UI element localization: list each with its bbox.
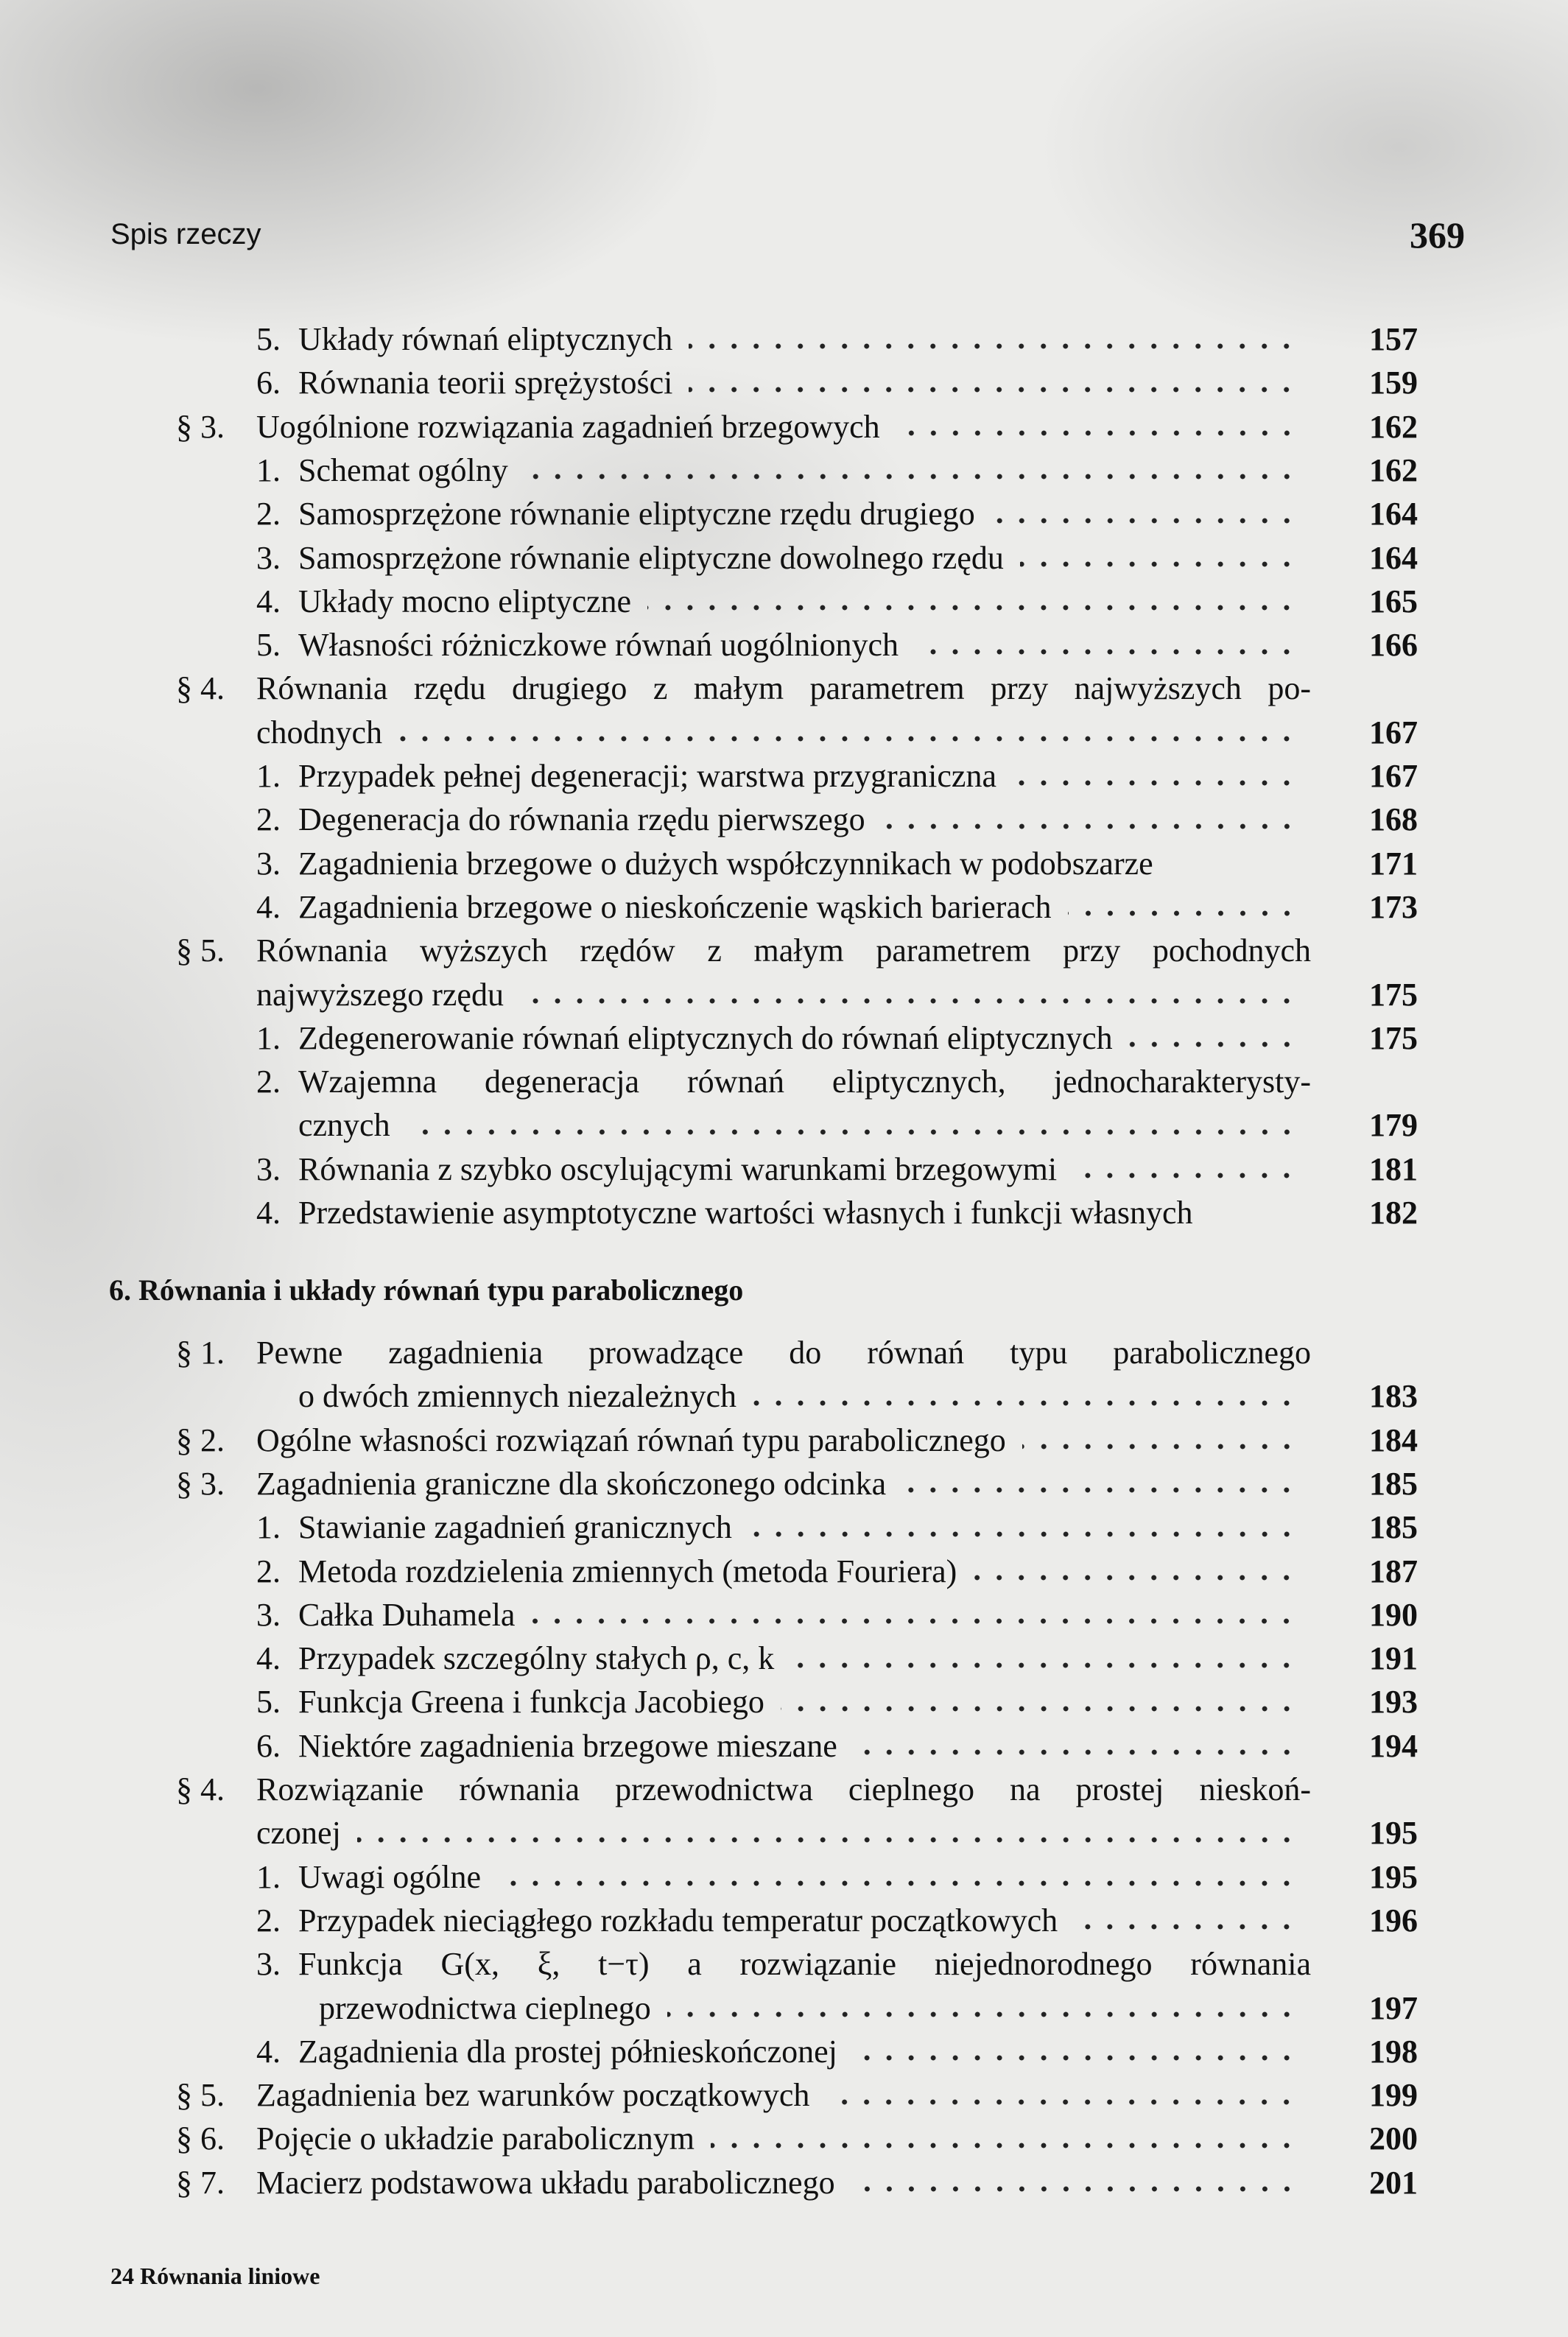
page-ref: 200 (1369, 2120, 1418, 2157)
page-ref: 179 (1369, 1107, 1418, 1144)
page-ref: 167 (1369, 714, 1418, 751)
entry-title: Uogólnione rozwiązania zagadnień brzegowych (256, 408, 880, 445)
page-ref: 199 (1369, 2077, 1418, 2114)
running-header-title: Spis rzeczy (110, 218, 261, 250)
page-ref: 162 (1369, 451, 1418, 488)
entry-title: Zagadnienia dla prostej półnieskończonej (298, 2033, 837, 2070)
page-ref: 194 (1369, 1727, 1418, 1764)
entry-title: Rozwiązanie równania przewodnictwa cieplnego na prostej nieskoń- (256, 1771, 1311, 1807)
entry-title: Równania teorii sprężystości (298, 365, 673, 401)
item-number: 1. (256, 1509, 281, 1546)
dot-leader (826, 2098, 1298, 2106)
toc-item-line (0, 580, 1568, 623)
dot-leader (915, 648, 1298, 656)
entry-title: Uwagi ogólne (298, 1858, 482, 1895)
page-ref: 167 (1369, 758, 1418, 794)
item-number: 3. (256, 1946, 281, 1983)
item-number: 2. (256, 1064, 281, 1100)
page-ref: 175 (1369, 976, 1418, 1013)
page-ref: 175 (1369, 1019, 1418, 1056)
entry-title: Macierz podstawowa układu parabolicznego (256, 2164, 835, 2201)
dot-leader (882, 823, 1298, 830)
toc-item-line (0, 1680, 1568, 1723)
toc-item-line (0, 623, 1568, 667)
section-number: § 5. (176, 932, 225, 969)
page-ref: 164 (1369, 539, 1418, 576)
entry-title: Ogólne własności rozwiązań równań typu parabolicznego (256, 1421, 1006, 1458)
entry-title: najwyższego rzędu (256, 976, 504, 1013)
dot-leader (790, 1662, 1298, 1669)
toc-section-line (0, 973, 1568, 1016)
page-ref: 182 (1369, 1195, 1418, 1231)
toc-section-line (0, 929, 1568, 972)
chapter-heading: 6. Równania i układy równań typu parabolicznego (109, 1273, 744, 1307)
dot-leader (896, 429, 1298, 437)
entry-title: Pojęcie o układzie parabolicznym (256, 2120, 695, 2157)
entry-title: Degeneracja do równania rzędu pierwszego (298, 801, 865, 838)
dot-leader (1013, 779, 1298, 787)
page-ref: 195 (1369, 1815, 1418, 1852)
page-ref: 159 (1369, 365, 1418, 401)
entry-title: Funkcja G(x, ξ, t−τ) a rozwiązanie niejednorodnego równania (298, 1946, 1311, 1983)
dot-leader (781, 1705, 1298, 1712)
toc-item-line (0, 1191, 1568, 1234)
entry-title: Zagadnienia graniczne dla skończonego odcinka (256, 1465, 887, 1502)
toc-item-line (0, 1148, 1568, 1191)
toc-item-line (0, 536, 1568, 580)
page-ref: 197 (1369, 1989, 1418, 2026)
section-number: § 3. (176, 408, 225, 445)
toc-item-line (0, 1505, 1568, 1549)
toc-item-line (0, 449, 1568, 492)
page-ref: 173 (1369, 888, 1418, 925)
toc-section-line (0, 1419, 1568, 1462)
page-ref: 162 (1369, 408, 1418, 445)
item-number: 2. (256, 1902, 281, 1939)
dot-leader (1068, 910, 1298, 917)
dot-leader (711, 2142, 1298, 2149)
entry-title: Całka Duhamela (298, 1596, 516, 1633)
item-number: 3. (256, 1596, 281, 1633)
page-ref: 166 (1369, 627, 1418, 664)
entry-title: Przypadek pełnej degeneracji; warstwa przygraniczna (298, 758, 996, 794)
item-number: 1. (256, 1858, 281, 1895)
entry-title: Niektóre zagadnienia brzegowe mieszane (298, 1727, 837, 1764)
page-ref: 171 (1369, 845, 1418, 882)
toc-item-line (0, 1899, 1568, 1942)
item-number: 2. (256, 496, 281, 533)
page-ref: 168 (1369, 801, 1418, 838)
toc-item-line (0, 492, 1568, 535)
item-number: 3. (256, 1150, 281, 1187)
entry-title: Układy mocno eliptyczne (298, 583, 632, 619)
toc-item-line (0, 317, 1568, 361)
section-number: § 2. (176, 1421, 225, 1458)
entry-title: czonej (256, 1815, 341, 1852)
toc-section-line (0, 2161, 1568, 2204)
item-number: 1. (256, 1019, 281, 1056)
dot-leader (1209, 1216, 1298, 1223)
entry-title: Stawianie zagadnień granicznych (298, 1509, 732, 1546)
toc-item-line (0, 1593, 1568, 1637)
toc-item-line (0, 1016, 1568, 1060)
page-ref: 184 (1369, 1421, 1418, 1458)
dot-leader (748, 1531, 1298, 1538)
page-ref: 187 (1369, 1553, 1418, 1589)
entry-title: Samosprzężone równanie eliptyczne rzędu drugiego (298, 496, 975, 533)
item-number: 5. (256, 1684, 281, 1721)
toc-section-line (0, 1811, 1568, 1855)
entry-title: chodnych (256, 714, 383, 751)
toc-item-line (0, 1942, 1568, 1986)
page-ref: 201 (1369, 2164, 1418, 2201)
item-number: 2. (256, 1553, 281, 1589)
toc-section-line (0, 1374, 1568, 1418)
dot-leader (497, 1880, 1298, 1887)
dot-leader (973, 1574, 1298, 1581)
page-ref: 191 (1369, 1640, 1418, 1677)
toc-section-line (0, 405, 1568, 449)
toc-item-line (0, 1986, 1568, 2030)
item-number: 4. (256, 888, 281, 925)
section-number: § 3. (176, 1465, 225, 1502)
section-number: § 4. (176, 1771, 225, 1807)
item-number: 3. (256, 539, 281, 576)
page-ref: 157 (1369, 321, 1418, 357)
item-number: 4. (256, 2033, 281, 2070)
item-number: 5. (256, 321, 281, 357)
toc-section-line (0, 2073, 1568, 2117)
page-ref: 185 (1369, 1509, 1418, 1546)
entry-title: Zdegenerowanie równań eliptycznych do równań eliptycznych (298, 1019, 1113, 1056)
toc-item-line (0, 1103, 1568, 1147)
dot-leader (1020, 560, 1298, 568)
toc-item-line (0, 2030, 1568, 2073)
item-number: 6. (256, 365, 281, 401)
toc-section-line (0, 667, 1568, 710)
section-number: § 5. (176, 2077, 225, 2114)
toc-item-line (0, 798, 1568, 841)
toc-item-line (0, 1637, 1568, 1680)
entry-title: cznych (298, 1107, 390, 1144)
entry-title: Równania z szybko oscylującymi warunkami brzegowymi (298, 1150, 1058, 1187)
dot-leader (520, 997, 1298, 1005)
item-number: 1. (256, 451, 281, 488)
dot-leader (854, 2054, 1298, 2062)
item-number: 3. (256, 845, 281, 882)
section-number: § 4. (176, 670, 225, 707)
section-number: § 7. (176, 2164, 225, 2201)
toc-item-line (0, 1724, 1568, 1768)
entry-title: Zagadnienia bez warunków początkowych (256, 2077, 810, 2114)
page-ref: 165 (1369, 583, 1418, 619)
entry-title: Funkcja Greena i funkcja Jacobiego (298, 1684, 764, 1721)
dot-leader (991, 517, 1298, 524)
dot-leader (1074, 1923, 1298, 1930)
page-ref: 190 (1369, 1596, 1418, 1633)
dot-leader (689, 386, 1298, 393)
page-ref: 195 (1369, 1858, 1418, 1895)
dot-leader (689, 342, 1298, 350)
toc-item-line (0, 1060, 1568, 1103)
page-ref: 193 (1369, 1684, 1418, 1721)
toc-item-line (0, 842, 1568, 885)
entry-title: Własności różniczkowe równań uogólnionych (298, 627, 899, 664)
dot-leader (902, 1486, 1298, 1494)
page-ref: 181 (1369, 1150, 1418, 1187)
entry-title: Zagadnienia brzegowe o dużych współczynnikach w podobszarze (298, 845, 1153, 882)
entry-title: Przypadek szczególny stałych ρ, c, k (298, 1640, 775, 1677)
section-number: § 1. (176, 1335, 225, 1371)
toc-section-line (0, 1768, 1568, 1811)
dot-leader (398, 735, 1298, 742)
entry-title: Wzajemna degeneracja równań eliptycznych, jednocharakterysty- (298, 1064, 1311, 1100)
toc-item-line (0, 1855, 1568, 1899)
item-number: 6. (256, 1727, 281, 1764)
dot-leader (1073, 1172, 1298, 1179)
dot-leader (647, 604, 1298, 611)
page-ref: 196 (1369, 1902, 1418, 1939)
page-ref: 198 (1369, 2033, 1418, 2070)
item-number: 4. (256, 1195, 281, 1231)
section-number: § 6. (176, 2120, 225, 2157)
entry-title: Równania rzędu drugiego z małym parametrem przy najwyższych po- (256, 670, 1311, 707)
entry-title: Przedstawienie asymptotyczne wartości własnych i funkcji własnych (298, 1195, 1193, 1231)
toc-item-line (0, 1550, 1568, 1593)
page-ref: 164 (1369, 496, 1418, 533)
entry-title: o dwóch zmiennych niezależnych (298, 1378, 736, 1415)
toc-item-line (0, 754, 1568, 798)
dot-leader (667, 2011, 1298, 2018)
entry-title: Pewne zagadnienia prowadzące do równań typu parabolicznego (256, 1335, 1311, 1371)
page-ref: 185 (1369, 1465, 1418, 1502)
dot-leader (407, 1128, 1298, 1136)
entry-title: Równania wyższych rzędów z małym parametrem przy pochodnych (256, 932, 1311, 969)
entry-title: Schemat ogólny (298, 451, 508, 488)
dot-leader (1129, 1041, 1298, 1048)
dot-leader (753, 1399, 1298, 1407)
item-number: 5. (256, 627, 281, 664)
toc-section-line (0, 1462, 1568, 1505)
item-number: 4. (256, 1640, 281, 1677)
item-number: 4. (256, 583, 281, 619)
item-number: 1. (256, 758, 281, 794)
dot-leader (1170, 866, 1298, 874)
dot-leader (851, 2185, 1298, 2193)
dot-leader (531, 1617, 1298, 1625)
entry-title: Układy równań eliptycznych (298, 321, 673, 357)
toc-item-line (0, 885, 1568, 929)
toc-section-line (0, 2117, 1568, 2160)
entry-title: Przypadek nieciągłego rozkładu temperatur początkowych (298, 1902, 1058, 1939)
toc-item-line (0, 361, 1568, 404)
toc-section-line (0, 1331, 1568, 1374)
entry-title: Metoda rozdzielenia zmiennych (metoda Fouriera) (298, 1553, 957, 1589)
entry-title: przewodnictwa cieplnego (319, 1989, 651, 2026)
dot-leader (357, 1836, 1298, 1844)
page-number: 369 (1410, 214, 1465, 256)
footer-signature: 24 Równania liniowe (110, 2263, 320, 2289)
dot-leader (1022, 1443, 1298, 1450)
dot-leader (854, 1749, 1298, 1756)
toc-section-line (0, 711, 1568, 754)
dot-leader (524, 473, 1298, 480)
entry-title: Samosprzężone równanie eliptyczne dowolnego rzędu (298, 539, 1004, 576)
entry-title: Zagadnienia brzegowe o nieskończenie wąskich barierach (298, 888, 1052, 925)
item-number: 2. (256, 801, 281, 838)
page-ref: 183 (1369, 1378, 1418, 1415)
